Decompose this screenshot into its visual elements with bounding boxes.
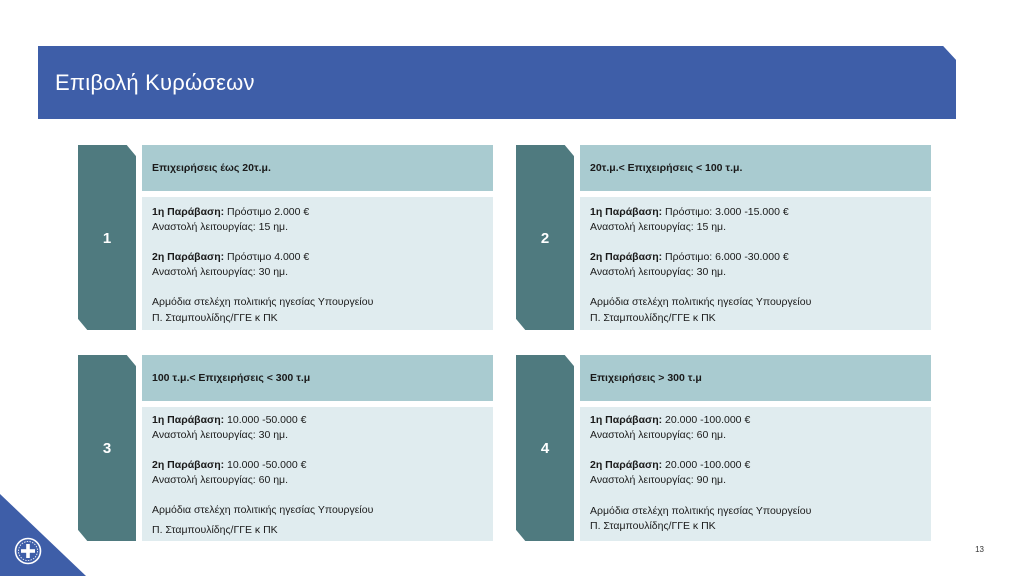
first-violation-fine: 20.000 -100.000 € — [662, 414, 751, 426]
second-violation-line — [590, 251, 789, 263]
page-number: 13 — [975, 545, 984, 554]
second-violation-fine: Πρόστιμο 4.000 € — [224, 251, 310, 263]
first-violation-line — [152, 414, 306, 426]
card-number: 3 — [102, 440, 112, 457]
card-heading: Επιχειρήσεις έως 20τ.μ. — [152, 162, 271, 174]
first-violation-label: 1η Παράβαση: — [152, 414, 225, 426]
second-violation-line — [590, 459, 750, 471]
first-violation-fine: Πρόστιμο 2.000 € — [224, 206, 310, 218]
responsible-staff-line-1: Αρμόδια στελέχη πολιτικής ηγεσίας Υπουργείου — [590, 296, 812, 308]
second-violation-fine: Πρόστιμο: 6.000 -30.000 € — [662, 251, 789, 263]
first-violation-suspension: Αναστολή λειτουργίας: 15 ημ. — [590, 221, 727, 233]
second-violation-line — [152, 251, 309, 263]
card-heading: Επιχειρήσεις > 300 τ.μ — [590, 372, 702, 384]
slide-title: Επιβολή Κυρώσεων — [55, 70, 255, 95]
responsible-staff-line-1: Αρμόδια στελέχη πολιτικής ηγεσίας Υπουργείου — [152, 296, 374, 308]
second-violation-suspension: Αναστολή λειτουργίας: 90 ημ. — [590, 474, 727, 486]
second-violation-fine: 10.000 -50.000 € — [224, 459, 307, 471]
second-violation-label: 2η Παράβαση: — [590, 251, 663, 263]
second-violation-suspension: Αναστολή λειτουργίας: 60 ημ. — [152, 474, 289, 486]
second-violation-fine: 20.000 -100.000 € — [662, 459, 751, 471]
first-violation-label: 1η Παράβαση: — [152, 206, 225, 218]
first-violation-suspension: Αναστολή λειτουργίας: 15 ημ. — [152, 221, 289, 233]
first-violation-label: 1η Παράβαση: — [590, 206, 663, 218]
second-violation-label: 2η Παράβαση: — [152, 459, 225, 471]
first-violation-suspension: Αναστολή λειτουργίας: 30 ημ. — [152, 429, 289, 441]
second-violation-label: 2η Παράβαση: — [152, 251, 225, 263]
first-violation-fine: 10.000 -50.000 € — [224, 414, 307, 426]
first-violation-line — [590, 414, 750, 426]
greek-government-emblem-icon — [13, 536, 43, 566]
first-violation-fine: Πρόστιμο: 3.000 -15.000 € — [662, 206, 789, 218]
second-violation-suspension: Αναστολή λειτουργίας: 30 ημ. — [152, 266, 289, 278]
first-violation-line — [590, 206, 789, 218]
responsible-staff-line-2: Π. Σταμπουλίδης/ΓΓΕ κ ΠΚ — [590, 520, 716, 532]
second-violation-line — [152, 459, 306, 471]
first-violation-label: 1η Παράβαση: — [590, 414, 663, 426]
card-number: 4 — [540, 440, 550, 457]
second-violation-label: 2η Παράβαση: — [590, 459, 663, 471]
responsible-staff-line-2: Π. Σταμπουλίδης/ΓΓΕ κ ΠΚ — [590, 312, 716, 324]
first-violation-line — [152, 206, 309, 218]
card-heading: 100 τ.μ.< Επιχειρήσεις < 300 τ.μ — [152, 372, 311, 384]
responsible-staff-line-1: Αρμόδια στελέχη πολιτικής ηγεσίας Υπουργείου — [152, 504, 374, 516]
responsible-staff-line-1: Αρμόδια στελέχη πολιτικής ηγεσίας Υπουργείου — [590, 505, 812, 517]
first-violation-suspension: Αναστολή λειτουργίας: 60 ημ. — [590, 429, 727, 441]
responsible-staff-line-2: Π. Σταμπουλίδης/ΓΓΕ κ ΠΚ — [152, 524, 278, 536]
responsible-staff-line-2: Π. Σταμπουλίδης/ΓΓΕ κ ΠΚ — [152, 312, 278, 324]
second-violation-suspension: Αναστολή λειτουργίας: 30 ημ. — [590, 266, 727, 278]
card-number: 2 — [540, 230, 550, 247]
card-heading: 20τ.μ.< Επιχειρήσεις < 100 τ.μ. — [590, 162, 743, 174]
card-number: 1 — [102, 230, 112, 247]
